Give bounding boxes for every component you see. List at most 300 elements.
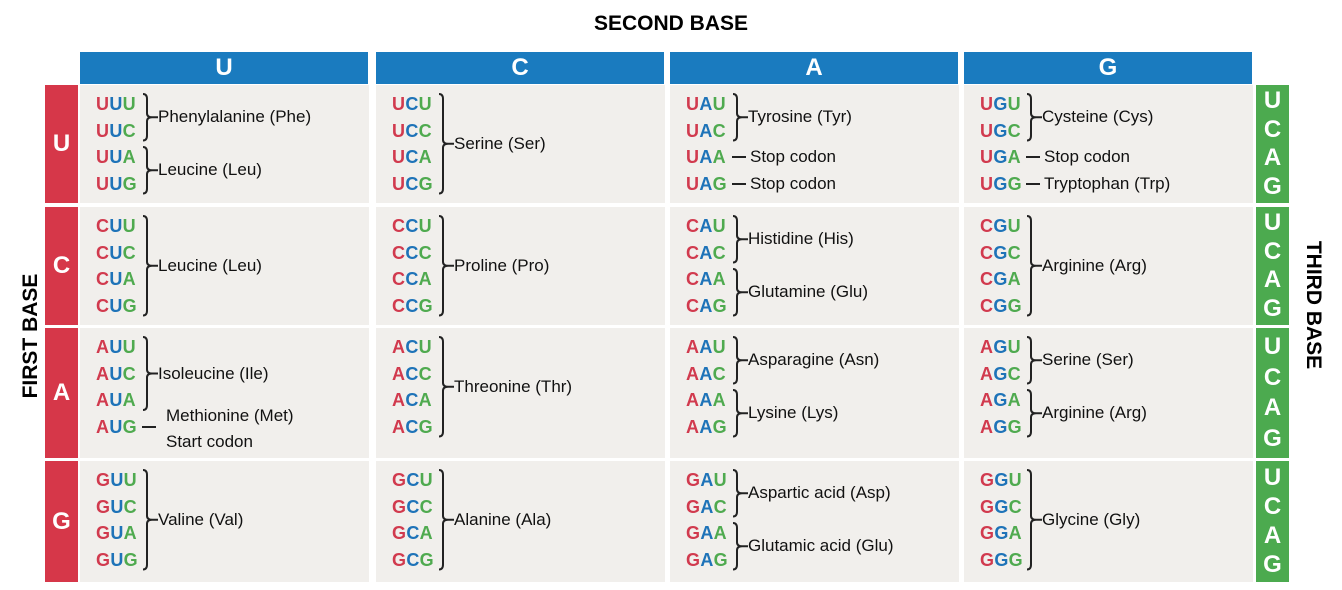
amino-acid-name: Isoleucine (Ile) [158,363,269,383]
codon-gcu [392,471,433,489]
third-base-letter-a: A [1263,266,1282,294]
codon-base-2: U [109,147,123,167]
codon-cell-cg [964,207,1253,325]
codon-base-2: G [993,295,1008,316]
codon-base-1: C [392,269,406,289]
third-base-letter-g: G [1263,294,1282,322]
first-base-header-c: C [45,207,78,325]
codon-base-3: C [419,496,433,517]
amino-acid-name: Tryptophan (Trp) [1044,173,1171,193]
codon-base-2: G [993,242,1008,263]
codon-cell-uu [80,85,369,203]
codon-base-3: C [122,242,136,263]
codon-base-2: U [110,549,124,570]
codon-base-2: C [405,147,419,167]
codon-base-1: U [392,173,406,194]
codon-ggu [980,471,1022,489]
bracket [1026,389,1036,438]
amino-acid-label [748,282,868,302]
codon-base-3: C [1007,242,1021,263]
codon-base-3: A [419,523,433,543]
codon-base-3: U [122,337,136,357]
codon-base-3: U [418,94,432,114]
codon-uua [96,148,136,166]
codon-cell-aa [670,328,959,458]
connector-line [142,426,156,428]
codon-ucu [392,95,432,113]
first-base-title: FIRST BASE [19,273,42,399]
codon-gau [686,471,727,489]
codon-ccc [392,244,432,262]
codon-gga [980,524,1022,542]
codon-gcg [392,551,434,569]
amino-acid-name: Lysine (Lys) [748,403,839,423]
codon-base-1: C [686,242,700,263]
codon-base-2: G [993,416,1008,437]
codon-base-3: U [123,470,137,490]
amino-acid-name: Leucine (Leu) [158,160,262,180]
codon-base-1: U [96,120,110,141]
codon-base-3: A [712,390,726,410]
codon-base-2: C [405,416,419,437]
codon-auc [96,365,136,383]
codon-base-1: C [392,242,406,263]
codon-base-2: U [110,470,124,490]
codon-base-1: A [96,363,110,384]
bracket [732,268,742,317]
codon-base-3: A [1007,147,1021,167]
codon-ucc [392,122,432,140]
codon-base-2: C [406,496,420,517]
third-base-letter-a: A [1263,394,1282,422]
amino-acid-name: Threonine (Thr) [454,376,573,396]
amino-acid-label [748,536,893,556]
codon-base-2: C [405,216,419,236]
codon-agc [980,365,1021,383]
codon-base-3: C [712,242,726,263]
amino-acid-label [1044,147,1130,167]
codon-base-1: C [96,295,110,316]
codon-base-2: G [993,269,1008,289]
codon-base-1: U [980,94,994,114]
codon-base-3: G [1008,549,1023,570]
amino-acid-label [158,160,262,180]
codon-cca [392,270,432,288]
codon-base-1: G [980,523,995,543]
codon-base-2: A [700,470,714,490]
codon-base-3: G [122,416,137,437]
codon-cuu [96,217,136,235]
codon-base-3: C [122,363,136,384]
connector-line [732,156,746,158]
codon-base-1: A [980,416,994,437]
codon-base-2: C [405,269,419,289]
codon-base-3: A [122,269,136,289]
codon-base-2: C [405,295,419,316]
codon-base-1: C [96,242,110,263]
codon-base-1: U [392,147,406,167]
amino-acid-label [158,364,269,384]
codon-base-2: A [699,295,713,316]
connector-line [732,183,746,185]
codon-aag [686,418,727,436]
codon-base-3: A [418,269,432,289]
codon-base-2: A [699,363,713,384]
codon-gag [686,551,728,569]
codon-base-1: U [392,120,406,141]
codon-base-2: U [109,416,123,437]
amino-acid-label [1044,174,1170,194]
codon-base-1: C [686,295,700,316]
codon-gaa [686,524,727,542]
codon-base-1: A [392,363,406,384]
codon-base-3: A [1007,390,1021,410]
codon-base-3: C [418,120,432,141]
amino-acid-name: Aspartic acid (Asp) [748,483,891,503]
bracket [732,522,742,571]
codon-base-3: C [418,242,432,263]
codon-base-2: G [993,363,1008,384]
second-base-header-u: U [80,52,368,84]
codon-gca [392,524,433,542]
codon-base-1: A [686,416,700,437]
third-base-strip-row-a [1256,328,1289,458]
codon-base-1: G [96,549,111,570]
codon-cua [96,270,136,288]
amino-acid-name: Cysteine (Cys) [1042,107,1154,127]
bracket [1026,93,1036,142]
second-base-header-a: A [670,52,958,84]
bracket [1026,336,1036,385]
amino-acid-label [158,107,311,127]
bracket [732,469,742,518]
codon-aca [392,391,432,409]
bracket [438,336,448,438]
codon-base-1: A [96,390,110,410]
third-base-letter-u: U [1263,209,1282,237]
amino-acid-name: Asparagine (Asn) [748,350,880,370]
third-base-strip-row-g [1256,461,1289,582]
codon-base-1: A [96,416,110,437]
codon-agu [980,338,1021,356]
codon-base-3: G [122,173,137,194]
codon-base-3: C [713,496,727,517]
codon-base-2: A [699,416,713,437]
codon-base-2: U [109,173,123,194]
codon-base-1: C [980,295,994,316]
amino-acid-name: Serine (Ser) [1042,350,1134,370]
codon-gcc [392,498,433,516]
amino-acid-name: Glutamine (Glu) [748,282,868,302]
codon-base-3: U [419,470,433,490]
codon-base-3: U [1007,216,1021,236]
codon-base-2: C [406,470,420,490]
codon-base-1: C [980,242,994,263]
amino-acid-name: Alanine (Ala) [454,509,552,529]
codon-base-1: A [686,337,700,357]
amino-acid-name: Leucine (Leu) [158,255,262,275]
amino-acid-name: Proline (Pro) [454,255,550,275]
codon-base-1: G [392,496,407,517]
codon-ggc [980,498,1022,516]
codon-base-3: U [713,470,727,490]
bracket [732,336,742,385]
codon-uaa [686,148,726,166]
third-base-letter-c: C [1263,237,1282,265]
codon-base-3: C [123,496,137,517]
codon-base-1: G [686,470,701,490]
codon-cug [96,297,137,315]
codon-guc [96,498,137,516]
codon-gac [686,498,727,516]
codon-base-2: A [699,390,713,410]
codon-base-2: G [993,337,1008,357]
codon-base-2: C [406,549,420,570]
bracket [142,469,152,571]
codon-base-2: C [405,94,419,114]
codon-base-2: U [109,269,123,289]
bracket [142,336,152,411]
codon-cell-ac [376,328,665,458]
codon-base-2: C [405,120,419,141]
codon-cell-gg [964,461,1253,582]
amino-acid-label [748,107,852,127]
bracket [142,215,152,317]
codon-base-1: G [96,523,111,543]
codon-base-3: U [712,94,726,114]
amino-acid-note: Start codon [166,431,253,451]
codon-base-3: U [122,216,136,236]
codon-base-1: U [686,147,700,167]
codon-base-1: U [980,173,994,194]
amino-acid-name: Histidine (His) [748,229,854,249]
second-base-header-c: C [376,52,664,84]
codon-base-3: C [1007,120,1021,141]
codon-cell-ca [670,207,959,325]
codon-base-3: A [712,147,726,167]
codon-base-2: U [109,120,123,141]
codon-uac [686,122,726,140]
codon-base-1: G [392,549,407,570]
codon-base-2: G [994,470,1009,490]
codon-base-2: A [700,549,714,570]
codon-agg [980,418,1022,436]
codon-ucg [392,175,433,193]
codon-base-2: G [994,496,1009,517]
codon-base-2: C [405,390,419,410]
codon-ugg [980,175,1022,193]
amino-acid-label [748,229,854,249]
amino-acid-name: Valine (Val) [158,509,244,529]
codon-acu [392,338,432,356]
codon-base-1: G [96,470,111,490]
second-base-title: SECOND BASE [593,12,749,35]
codon-cac [686,244,726,262]
codon-base-1: A [392,337,406,357]
codon-base-1: U [980,120,994,141]
codon-base-1: C [96,269,110,289]
amino-acid-label [1042,256,1147,276]
codon-base-2: G [994,523,1009,543]
bracket [438,469,448,571]
codon-base-2: G [993,147,1008,167]
codon-cell-au [80,328,369,458]
codon-uuu [96,95,136,113]
amino-acid-name: Stop codon [750,147,837,166]
codon-ccu [392,217,432,235]
codon-ugc [980,122,1021,140]
amino-acid-label [1042,510,1140,530]
codon-base-3: U [122,94,136,114]
codon-aau [686,338,726,356]
codon-base-1: G [980,470,995,490]
codon-gua [96,524,137,542]
codon-base-1: G [980,496,995,517]
codon-aua [96,391,136,409]
bracket [1026,469,1036,571]
amino-acid-label [454,134,546,154]
codon-base-2: G [993,390,1008,410]
codon-cgu [980,217,1021,235]
codon-base-1: A [980,390,994,410]
third-base-letter-c: C [1263,363,1282,391]
amino-acid-name: Stop codon [1044,147,1131,166]
third-base-letter-u: U [1263,332,1282,360]
codon-base-3: A [713,523,727,543]
third-base-letter-u: U [1263,464,1282,491]
codon-base-2: U [110,496,124,517]
amino-acid-label [748,483,891,503]
codon-base-1: C [980,269,994,289]
codon-uca [392,148,432,166]
amino-acid-label [750,174,836,194]
bracket [732,389,742,438]
codon-cell-ag [964,328,1253,458]
codon-ccg [392,297,433,315]
codon-base-3: A [122,390,136,410]
codon-cga [980,270,1021,288]
codon-base-1: C [980,216,994,236]
codon-base-1: A [392,416,406,437]
second-base-header-g: G [964,52,1252,84]
codon-base-1: G [392,470,407,490]
amino-acid-name: Arginine (Arg) [1042,255,1147,275]
codon-uuc [96,122,136,140]
third-base-letter-u: U [1263,87,1282,115]
codon-base-1: G [686,549,701,570]
codon-base-3: U [712,216,726,236]
third-base-letter-c: C [1263,115,1282,143]
third-base-strip-row-c [1256,207,1289,325]
codon-base-3: G [1007,295,1022,316]
codon-base-3: G [712,173,727,194]
codon-base-3: G [123,549,138,570]
codon-base-1: A [980,363,994,384]
codon-cell-ua [670,85,959,203]
amino-acid-name: Serine (Ser) [454,133,546,153]
bracket [142,93,152,142]
codon-base-2: A [699,269,713,289]
codon-aug [96,418,137,436]
codon-cau [686,217,726,235]
codon-base-2: A [699,147,713,167]
first-base-header-u: U [45,85,78,203]
codon-base-2: A [700,523,714,543]
codon-base-3: G [418,295,433,316]
third-base-letter-g: G [1263,172,1282,200]
codon-base-2: A [700,496,714,517]
codon-base-3: A [122,147,136,167]
amino-acid-name: Glycine (Gly) [1042,509,1141,529]
codon-base-2: U [109,242,123,263]
bracket [732,93,742,142]
codon-cell-cu [80,207,369,325]
codon-base-3: G [122,295,137,316]
codon-base-2: C [405,337,419,357]
connector-line [1026,183,1040,185]
codon-base-1: C [392,295,406,316]
third-base-letter-a: A [1263,522,1282,549]
amino-acid-label [1042,403,1147,423]
third-base-letter-g: G [1263,551,1282,578]
codon-uga [980,148,1021,166]
codon-base-3: C [712,363,726,384]
codon-aaa [686,391,726,409]
bracket [142,146,152,195]
codon-base-1: U [980,147,994,167]
codon-cuc [96,244,136,262]
codon-base-3: G [1007,173,1022,194]
codon-base-2: U [109,390,123,410]
codon-base-2: U [110,523,124,543]
codon-base-3: A [1007,269,1021,289]
codon-base-1: A [96,337,110,357]
codon-base-3: A [712,269,726,289]
codon-base-3: G [1007,416,1022,437]
amino-acid-name: Methionine (Met) [166,405,294,425]
connector-line [1026,156,1040,158]
third-base-letter-c: C [1263,493,1282,520]
codon-cell-ug [964,85,1253,203]
codon-base-1: U [686,94,700,114]
amino-acid-name: Tyrosine (Tyr) [748,107,852,127]
codon-acc [392,365,432,383]
bracket [438,93,448,195]
amino-acid-name: Stop codon [750,173,837,193]
codon-base-2: C [405,173,419,194]
codon-base-2: A [699,173,713,194]
bracket [732,215,742,264]
codon-base-3: G [418,416,433,437]
codon-ggg [980,551,1023,569]
codon-base-1: U [686,120,700,141]
codon-gug [96,551,138,569]
codon-base-3: G [712,416,727,437]
codon-base-3: C [122,120,136,141]
first-base-header-g: G [45,461,78,582]
codon-base-2: G [993,216,1008,236]
amino-acid-label [748,403,838,423]
codon-auu [96,338,136,356]
codon-base-2: U [109,94,123,114]
codon-base-2: A [699,337,713,357]
codon-base-2: U [109,337,123,357]
codon-base-3: G [712,295,727,316]
codon-base-1: U [392,94,406,114]
codon-base-2: A [699,94,713,114]
amino-acid-label [1042,107,1153,127]
codon-base-3: A [418,147,432,167]
